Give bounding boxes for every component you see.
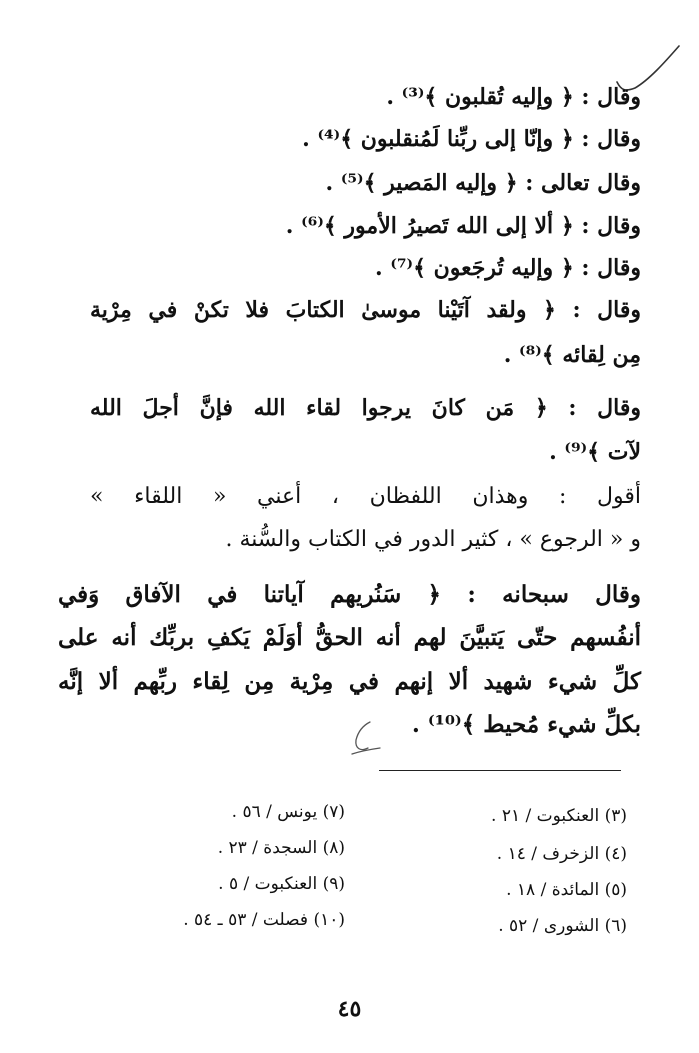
closing-line-4: بكلِّ شيء مُحيط ﴾⁽¹⁰⁾ .	[411, 711, 641, 738]
footnote-8: (٨) السجدة / ٢٣ .	[217, 838, 345, 858]
verse-line-1: وقال : ﴿ وإليه تُقلبون ﴾⁽³⁾ .	[386, 84, 641, 110]
closing-line-2: أنفُسهم حتّى يَتبيَّنَ لهم أنه الحقُّ أوَلَمْ يَكفِ بربِّك أنه على	[58, 624, 641, 651]
verse-line-3: وقال تعالى : ﴿ وإليه المَصير ﴾⁽⁵⁾ .	[325, 170, 641, 196]
footnote-9: (٩) العنكبوت / ٥ .	[218, 874, 345, 894]
page-number: ٤٥	[337, 996, 362, 1022]
verse-line-4: وقال : ﴿ ألا إلى الله تَصيرُ الأمور ﴾⁽⁶⁾ .	[285, 213, 641, 239]
footnote-6: (٦) الشورى / ٥٢ .	[498, 916, 627, 936]
footnote-7: (٧) يونس / ٥٦ .	[231, 802, 345, 822]
verse-line-6: وقال : ﴿ ولقد آتَيْنا موسىٰ الكتابَ فلا تكنْ في مِرْية	[90, 297, 641, 323]
footnote-4: (٤) الزخرف / ١٤ .	[496, 844, 627, 864]
verse-line-2: وقال : ﴿ وإنّا إلى ربِّنا لَمُنقلبون ﴾⁽⁴⁾ .	[302, 126, 641, 152]
footnote-3: (٣) العنكبوت / ٢١ .	[491, 806, 627, 826]
closing-line-1: وقال سبحانه : ﴿ سَنُريهم آياتنا في الآفاق وَفي	[58, 581, 641, 608]
commentary-line-2: و « الرجوع » ، كثير الدور في الكتاب والسُّنة .	[225, 527, 641, 552]
verse-line-5: وقال : ﴿ وإليه تُرجَعون ﴾⁽⁷⁾ .	[375, 255, 641, 281]
verse-line-9: لآت ﴾⁽⁹⁾ .	[549, 439, 641, 465]
verse-line-7: مِن لِقائه ﴾⁽⁸⁾ .	[503, 342, 641, 368]
footnote-10: (١٠) فصلت / ٥٣ ـ ٥٤ .	[183, 910, 345, 930]
footnote-separator	[379, 770, 621, 771]
commentary-line-1: أقول : وهذان اللفظان ، أعني « اللقاء »	[90, 484, 641, 509]
closing-line-3: كلِّ شيء شهيد ألا إنهم في مِرْية مِن لِقاء ربِّهم ألا إنَّه	[58, 668, 641, 695]
verse-line-8: وقال : ﴿ مَن كانَ يرجوا لقاء الله فإنَّ أجلَ الله	[90, 395, 641, 421]
handwritten-scribble	[340, 718, 384, 758]
footnote-5: (٥) المائدة / ١٨ .	[506, 880, 627, 900]
